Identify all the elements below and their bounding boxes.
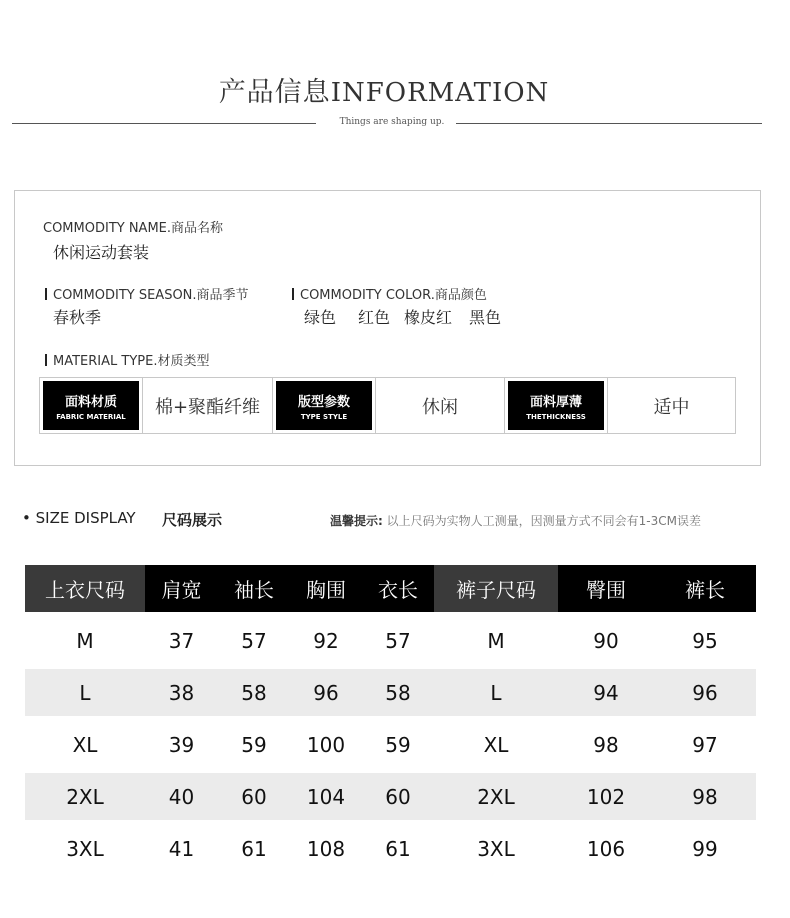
tag-cn: 面料材质 bbox=[64, 394, 117, 410]
table-cell: 96 bbox=[313, 680, 339, 705]
size-title-text: SIZE DISPLAY bbox=[35, 509, 136, 527]
header-hip: 臀围 bbox=[558, 565, 654, 612]
header-top-size: 上衣尺码 bbox=[25, 565, 145, 612]
table-header-row bbox=[25, 565, 756, 612]
title-cn: 产品信息 bbox=[218, 77, 331, 108]
material-label-text: MATERIAL TYPE.材质类型 bbox=[53, 354, 210, 369]
table-cell: 95 bbox=[692, 628, 718, 653]
tag-en: THETHICKNESS bbox=[526, 412, 586, 421]
header-divider-right bbox=[456, 123, 762, 124]
table-cell: XL bbox=[483, 732, 509, 757]
header-chest: 胸围 bbox=[290, 565, 362, 612]
thickness-value: 适中 bbox=[653, 396, 690, 418]
table-cell: 58 bbox=[385, 680, 411, 705]
tag-en: TYPE STYLE bbox=[300, 412, 348, 421]
table-cell: L bbox=[79, 680, 91, 705]
header-sleeve: 袖长 bbox=[218, 565, 290, 612]
table-cell: 60 bbox=[241, 784, 267, 809]
season-label-text: COMMODITY SEASON.商品季节 bbox=[53, 288, 249, 303]
header-pants-size: 裤子尺码 bbox=[434, 565, 558, 612]
fabric-material-value: 棉+聚酯纤维 bbox=[143, 378, 273, 433]
table-cell: 98 bbox=[692, 784, 718, 809]
header-pants-length: 裤长 bbox=[654, 565, 756, 612]
table-cell: 39 bbox=[168, 732, 195, 757]
table-cell: 40 bbox=[168, 784, 195, 809]
commodity-name-value: 休闲运动套装 bbox=[53, 243, 150, 262]
header-length: 衣长 bbox=[362, 565, 434, 612]
label-bar bbox=[45, 288, 47, 300]
tag-en: FABRIC MATERIAL bbox=[56, 412, 126, 421]
color-value-3: 黑色 bbox=[469, 308, 502, 327]
table-cell: 90 bbox=[593, 628, 619, 653]
size-table bbox=[25, 565, 756, 877]
table-cell: 2XL bbox=[66, 784, 104, 809]
size-display-title-cn: 尺码展示 bbox=[162, 511, 223, 529]
table-cell: 102 bbox=[586, 784, 626, 809]
table-cell: L bbox=[490, 680, 502, 705]
table-row bbox=[25, 716, 756, 773]
table-cell: 2XL bbox=[477, 784, 515, 809]
table-cell: 97 bbox=[692, 732, 718, 757]
table-cell: 104 bbox=[306, 784, 346, 809]
commodity-name-label: COMMODITY NAME.商品名称 bbox=[43, 221, 224, 236]
table-cell: 100 bbox=[306, 732, 346, 757]
table-row bbox=[25, 773, 756, 820]
tip-text: 以上尺码为实物人工测量，因测量方式不同会有1-3CM误差 bbox=[386, 514, 701, 528]
tag-cn: 版型参数 bbox=[297, 394, 350, 410]
color-value-0: 绿色 bbox=[304, 308, 337, 327]
table-cell: M bbox=[487, 628, 505, 653]
table-cell: 57 bbox=[385, 628, 411, 653]
label-bar bbox=[45, 354, 47, 366]
table-cell: 41 bbox=[168, 836, 195, 861]
table-cell: 108 bbox=[306, 836, 346, 861]
label-bar bbox=[292, 288, 294, 300]
fabric-material-tag bbox=[40, 378, 143, 433]
table-cell: 94 bbox=[593, 680, 619, 705]
table-cell: 96 bbox=[692, 680, 718, 705]
table-cell: 61 bbox=[385, 836, 411, 861]
page-subtitle: Things are shaping up. bbox=[339, 117, 445, 127]
material-type-label bbox=[45, 350, 209, 369]
table-cell: 61 bbox=[241, 836, 267, 861]
table-cell: XL bbox=[72, 732, 98, 757]
color-label-text: COMMODITY COLOR.商品颜色 bbox=[300, 288, 487, 303]
table-row bbox=[25, 820, 756, 877]
header-shoulder: 肩宽 bbox=[145, 565, 218, 612]
type-style-value: 休闲 bbox=[376, 378, 505, 433]
table-cell: 99 bbox=[692, 836, 718, 861]
table-cell: 57 bbox=[241, 628, 267, 653]
header-divider-left bbox=[12, 123, 316, 124]
table-row bbox=[25, 612, 756, 669]
table-cell: 98 bbox=[593, 732, 619, 757]
table-cell: 3XL bbox=[66, 836, 104, 861]
commodity-season-label bbox=[45, 284, 249, 303]
thickness-tag bbox=[505, 378, 608, 433]
table-cell: 37 bbox=[168, 628, 195, 653]
color-value-1: 红色 bbox=[358, 308, 391, 327]
commodity-color-label bbox=[292, 284, 487, 303]
tip-label: 温馨提示: bbox=[330, 514, 383, 528]
size-tip bbox=[330, 512, 701, 529]
table-cell: 59 bbox=[241, 732, 267, 757]
table-row bbox=[25, 669, 756, 716]
page-title bbox=[0, 70, 768, 109]
tag-cn: 面料厚薄 bbox=[529, 394, 582, 410]
size-display-title: • SIZE DISPLAY bbox=[22, 509, 136, 527]
commodity-season-value: 春秋季 bbox=[53, 308, 102, 327]
type-style-tag bbox=[273, 378, 376, 433]
color-value-2: 橡皮红 bbox=[404, 308, 453, 327]
table-cell: 106 bbox=[586, 836, 626, 861]
table-cell: M bbox=[76, 628, 94, 653]
table-cell: 3XL bbox=[477, 836, 515, 861]
table-cell: 38 bbox=[168, 680, 195, 705]
material-row bbox=[39, 377, 736, 434]
table-cell: 59 bbox=[385, 732, 411, 757]
table-cell: 58 bbox=[241, 680, 267, 705]
table-cell: 92 bbox=[313, 628, 339, 653]
table-cell: 60 bbox=[385, 784, 411, 809]
title-en: INFORMATION bbox=[330, 78, 550, 108]
